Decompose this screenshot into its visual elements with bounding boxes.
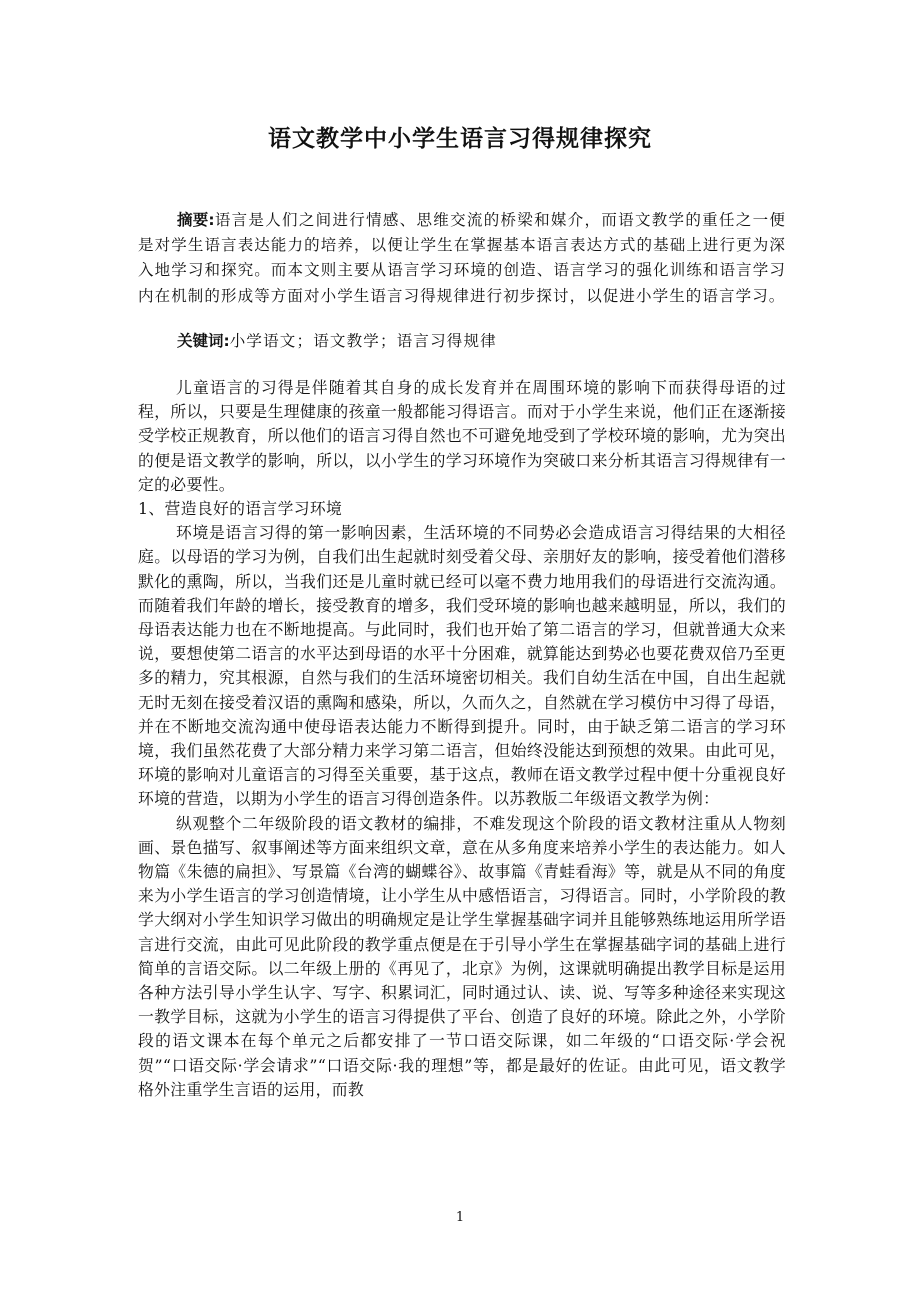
abstract — [138, 208, 786, 309]
paragraph-environment: 环境是语言习得的第一影响因素，生活环境的不同势必会造成语言习得结果的大相径庭。以母语的学习为例，自我们出生起就时刻受着父母、亲朋好友的影响，接受着他们潜移默化的熏陶，所以，当我们还是儿童时就已经可以毫不费力地用我们的母语进行交流沟通。而随着我们年龄的增长，接受教育的增多，我们受环境的影响也越来越明显，所以，我们的母语表达能力也在不断地提高。与此同时，我们也开始了第二语言的学习，但就普通大众来说，要想使第二语言的水平达到母语的水平十分困难，就算能达到势必也要花费双倍乃至更多的精力，究其根源，自然与我们的生活环境密切相关。我们自幼生活在中国，自出生起就无时无刻在接受着汉语的熏陶和感染，所以，久而久之，自然就在学习模仿中习得了母语，并在不断地交流沟通中使母语表达能力不断得到提升。同时，由于缺乏第二语言的学习环境，我们虽然花费了大部分精力来学习第二语言，但始终没能达到预想的效果。由此可见，环境的影响对儿童语言的习得至关重要，基于这点，教师在语文教学过程中便十分重视良好环境的营造，以期为小学生的语言习得创造条件。以苏教版二年级语文教学为例： — [138, 523, 786, 809]
keywords — [138, 329, 786, 354]
body-text — [138, 376, 786, 1102]
abstract-text: 语言是人们之间进行情感、思维交流的桥梁和媒介，而语文教学的重任之一便是对学生语言表达能力的培养，以便让学生在掌握基本语言表达方式的基础上进行更为深入地学习和探究。而本文则主要从语言学习环境的创造、语言学习的强化训练和语言学习内在机制的形成等方面对小学生语言习得规律进行初步探讨，以促进小学生的语言学习。 — [138, 211, 786, 305]
section-heading: 1、营造良好的语言学习环境 — [138, 499, 343, 519]
page-number: 1 — [455, 1210, 465, 1225]
paragraph-intro: 儿童语言的习得是伴随着其自身的成长发育并在周围环境的影响下而获得母语的过程，所以，只要是生理健康的孩童一般都能习得语言。而对于小学生来说，他们正在逐渐接受学校正规教育，所以他们的语言习得自然也不可避免地受到了学校环境的影响，尤为突出的便是语文教学的影响，所以，以小学生的学习环境作为突破口来分析其语言习得规律有一定的必要性。 — [138, 378, 786, 494]
keywords-text: 小学语文；语文教学；语言习得规律 — [229, 332, 497, 350]
keywords-label: 关键词: — [177, 332, 230, 350]
document-title: 语文教学中小学生语言习得规律探究 — [268, 126, 652, 152]
paragraph-textbook: 纵观整个二年级阶段的语文教材的编排，不难发现这个阶段的语文教材注重从人物刻画、景色描写、叙事阐述等方面来组织文章，意在从多角度来培养小学生的表达能力。如人物篇《朱德的扁担》、写景篇《台湾的蝴蝶谷》、故事篇《青蛙看海》等，就是从不同的角度来为小学生语言的学习创造情境，让小学生从中感悟语言，习得语言。同时，小学阶段的教学大纲对小学生知识学习做出的明确规定是让学生掌握基础字词并且能够熟练地运用所学语言进行交流，由此可见此阶段的教学重点便是在于引导小学生在掌握基础字词的基础上进行简单的言语交际。以二年级上册的《再见了，北京》为例，这课就明确提出教学目标是运用各种方法引导小学生认字、写字、积累词汇，同时通过认、读、说、写等多种途径来实现这一教学目标，这就为小学生的语言习得提供了平台、创造了良好的环境。除此之外，小学阶段的语文课本在每个单元之后都安排了一节口语交际课，如二年级的“口语交际·学会祝贺”“口语交际·学会请求”“口语交际·我的理想”等，都是最好的佐证。由此可见，语文教学格外注重学生言语的运用，而教 — [138, 813, 786, 1099]
abstract-label: 摘要: — [177, 211, 215, 229]
